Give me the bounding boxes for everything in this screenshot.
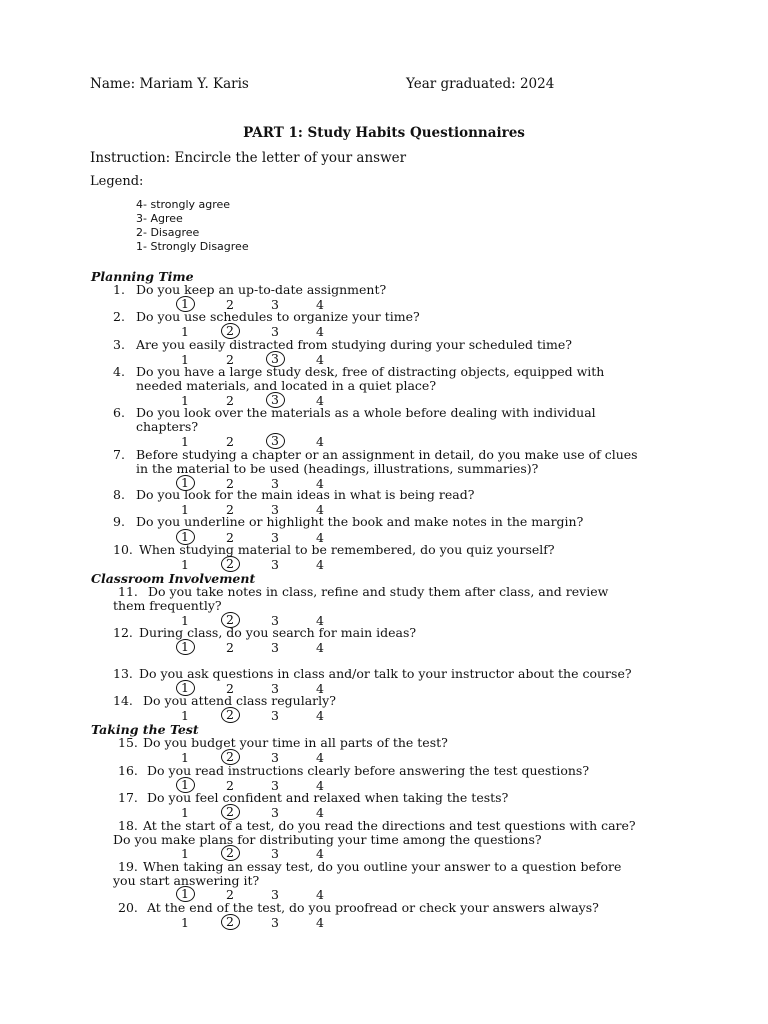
answer-option[interactable]: 4	[316, 324, 324, 339]
question-text: Do you read instructions clearly before answering the test questions?	[147, 763, 590, 778]
question-text: Before studying a chapter or an assignment in detail, do you make use of clues	[136, 447, 638, 462]
question-text: Do you ask questions in class and/or talk to your instructor about the course?	[139, 666, 632, 681]
question-text: Do you use schedules to organize your time?	[136, 309, 420, 324]
question-number: 8.	[113, 487, 125, 502]
instruction-text: Instruction: Encircle the letter of your answer	[90, 150, 407, 166]
selected-answer-option[interactable]: 1	[176, 529, 195, 545]
question-text: Do you budget your time in all parts of the test?	[143, 735, 448, 750]
selected-answer-option[interactable]: 2	[221, 845, 240, 861]
question-number: 19.	[118, 859, 138, 874]
answer-option[interactable]: 1	[181, 805, 189, 820]
answer-option[interactable]: 2	[226, 393, 234, 408]
legend-item: 2- Disagree	[136, 226, 200, 239]
question-text: you start answering it?	[113, 872, 260, 888]
question-number: 13.	[113, 666, 133, 681]
answer-option[interactable]: 4	[316, 708, 324, 723]
answer-option[interactable]: 1	[181, 502, 189, 517]
selected-answer-option[interactable]: 2	[221, 612, 240, 628]
question-text: needed materials, and located in a quiet place?	[136, 377, 437, 393]
selected-answer-option[interactable]: 2	[221, 804, 240, 820]
question-text: in the material to be used (headings, illustrations, summaries)?	[136, 460, 539, 476]
question-number: 16.	[118, 763, 138, 778]
answer-option[interactable]: 1	[181, 613, 189, 628]
answer-option[interactable]: 4	[316, 805, 324, 820]
answer-option[interactable]: 3	[271, 557, 279, 572]
question-text: them frequently?	[113, 597, 222, 613]
answer-option[interactable]: 1	[181, 393, 189, 408]
section-heading: Taking the Test	[91, 722, 199, 737]
question-number: 18.	[118, 818, 138, 833]
question-text: Do you keep an up-to-date assignment?	[136, 282, 387, 297]
legend-item: 3- Agree	[136, 212, 183, 225]
answer-option[interactable]: 4	[316, 393, 324, 408]
answer-option[interactable]: 3	[271, 324, 279, 339]
answer-option[interactable]: 4	[316, 778, 324, 793]
answer-option[interactable]: 1	[181, 915, 189, 930]
selected-answer-option[interactable]: 2	[221, 749, 240, 765]
answer-option[interactable]: 3	[271, 846, 279, 861]
answer-option[interactable]: 1	[181, 352, 189, 367]
answer-option[interactable]: 3	[271, 887, 279, 902]
answer-option[interactable]: 1	[181, 750, 189, 765]
answer-option[interactable]: 3	[271, 502, 279, 517]
selected-answer-option[interactable]: 1	[176, 475, 195, 491]
question-number: 17.	[118, 790, 138, 805]
question-number: 3.	[113, 337, 125, 352]
question-text: chapters?	[136, 418, 199, 434]
legend-item: 1- Strongly Disagree	[136, 240, 249, 253]
question-text: Do you look over the materials as a whole before dealing with individual	[136, 405, 596, 420]
legend-item: 4- strongly agree	[136, 198, 231, 211]
answer-option[interactable]: 4	[316, 352, 324, 367]
answer-option[interactable]: 4	[316, 915, 324, 930]
answer-option[interactable]: 4	[316, 476, 324, 491]
selected-answer-option[interactable]: 1	[176, 886, 195, 902]
answer-option[interactable]: 1	[181, 434, 189, 449]
question-number: 20.	[118, 900, 138, 915]
selected-answer-option[interactable]: 1	[176, 296, 195, 312]
answer-option[interactable]: 1	[181, 557, 189, 572]
question-number: 1.	[113, 282, 125, 297]
answer-option[interactable]: 4	[316, 750, 324, 765]
selected-answer-option[interactable]: 3	[266, 392, 285, 408]
question-number: 4.	[113, 364, 125, 379]
answer-option[interactable]: 4	[316, 846, 324, 861]
answer-option[interactable]: 3	[271, 708, 279, 723]
answer-option[interactable]: 4	[316, 530, 324, 545]
question-text: At the end of the test, do you proofread or check your answers always?	[147, 900, 599, 915]
answer-option[interactable]: 4	[316, 640, 324, 655]
question-number: 11.	[118, 584, 138, 599]
answer-option[interactable]: 2	[226, 778, 234, 793]
answer-option[interactable]: 4	[316, 502, 324, 517]
selected-answer-option[interactable]: 2	[221, 556, 240, 572]
answer-option[interactable]: 2	[226, 352, 234, 367]
question-text: When taking an essay test, do you outline your answer to a question before	[143, 859, 622, 874]
answer-option[interactable]: 4	[316, 681, 324, 696]
question-text: Do you have a large study desk, free of distracting objects, equipped with	[136, 364, 605, 379]
selected-answer-option[interactable]: 1	[176, 680, 195, 696]
question-number: 15.	[118, 735, 138, 750]
section-heading: Classroom Involvement	[91, 571, 256, 586]
question-text: When studying material to be remembered, do you quiz yourself?	[139, 542, 555, 557]
answer-option[interactable]: 2	[226, 887, 234, 902]
question-number: 9.	[113, 514, 125, 529]
question-text: During class, do you search for main ideas?	[139, 625, 417, 640]
answer-option[interactable]: 4	[316, 297, 324, 312]
selected-answer-option[interactable]: 1	[176, 639, 195, 655]
question-number: 2.	[113, 309, 125, 324]
selected-answer-option[interactable]: 3	[266, 433, 285, 449]
answer-option[interactable]: 1	[181, 324, 189, 339]
answer-option[interactable]: 3	[271, 297, 279, 312]
answer-option[interactable]: 3	[271, 640, 279, 655]
question-text: Do you attend class regularly?	[143, 693, 336, 708]
answer-option[interactable]: 3	[271, 778, 279, 793]
selected-answer-option[interactable]: 1	[176, 777, 195, 793]
student-name: Name: Mariam Y. Karis	[90, 76, 249, 92]
selected-answer-option[interactable]: 2	[221, 914, 240, 930]
answer-option[interactable]: 4	[316, 557, 324, 572]
answer-option[interactable]: 4	[316, 613, 324, 628]
question-text: Are you easily distracted from studying during your scheduled time?	[136, 337, 572, 352]
question-text: Do you underline or highlight the book and make notes in the margin?	[136, 514, 584, 529]
question-number: 7.	[113, 447, 125, 462]
section-heading: Planning Time	[91, 269, 194, 284]
answer-option[interactable]: 3	[271, 613, 279, 628]
answer-option[interactable]: 3	[271, 750, 279, 765]
question-number: 14.	[113, 693, 133, 708]
selected-answer-option[interactable]: 2	[221, 323, 240, 339]
question-number: 10.	[113, 542, 133, 557]
answer-option[interactable]: 4	[316, 887, 324, 902]
question-number: 12.	[113, 625, 133, 640]
question-text: Do you make plans for distributing your time among the questions?	[113, 831, 542, 847]
legend-label: Legend:	[90, 174, 144, 189]
selected-answer-option[interactable]: 3	[266, 351, 285, 367]
answer-option[interactable]: 3	[271, 681, 279, 696]
question-text: Do you feel confident and relaxed when taking the tests?	[147, 790, 509, 805]
question-text: Do you take notes in class, refine and study them after class, and review	[148, 584, 609, 599]
selected-answer-option[interactable]: 2	[221, 707, 240, 723]
answer-option[interactable]: 2	[226, 640, 234, 655]
answer-option[interactable]: 4	[316, 434, 324, 449]
answer-option[interactable]: 2	[226, 476, 234, 491]
question-text: At the start of a test, do you read the directions and test questions with care?	[143, 818, 636, 833]
question-text: Do you look for the main ideas in what is being read?	[136, 487, 475, 502]
answer-option[interactable]: 3	[271, 476, 279, 491]
answer-option[interactable]: 1	[181, 846, 189, 861]
answer-option[interactable]: 3	[271, 805, 279, 820]
answer-option[interactable]: 3	[271, 915, 279, 930]
answer-option[interactable]: 1	[181, 708, 189, 723]
answer-option[interactable]: 2	[226, 502, 234, 517]
answer-option[interactable]: 3	[271, 530, 279, 545]
question-number: 6.	[113, 405, 125, 420]
answer-option[interactable]: 2	[226, 681, 234, 696]
page-title: PART 1: Study Habits Questionnaires	[243, 125, 525, 141]
answer-option[interactable]: 2	[226, 530, 234, 545]
year-graduated: Year graduated: 2024	[406, 76, 555, 92]
answer-option[interactable]: 2	[226, 297, 234, 312]
answer-option[interactable]: 2	[226, 434, 234, 449]
